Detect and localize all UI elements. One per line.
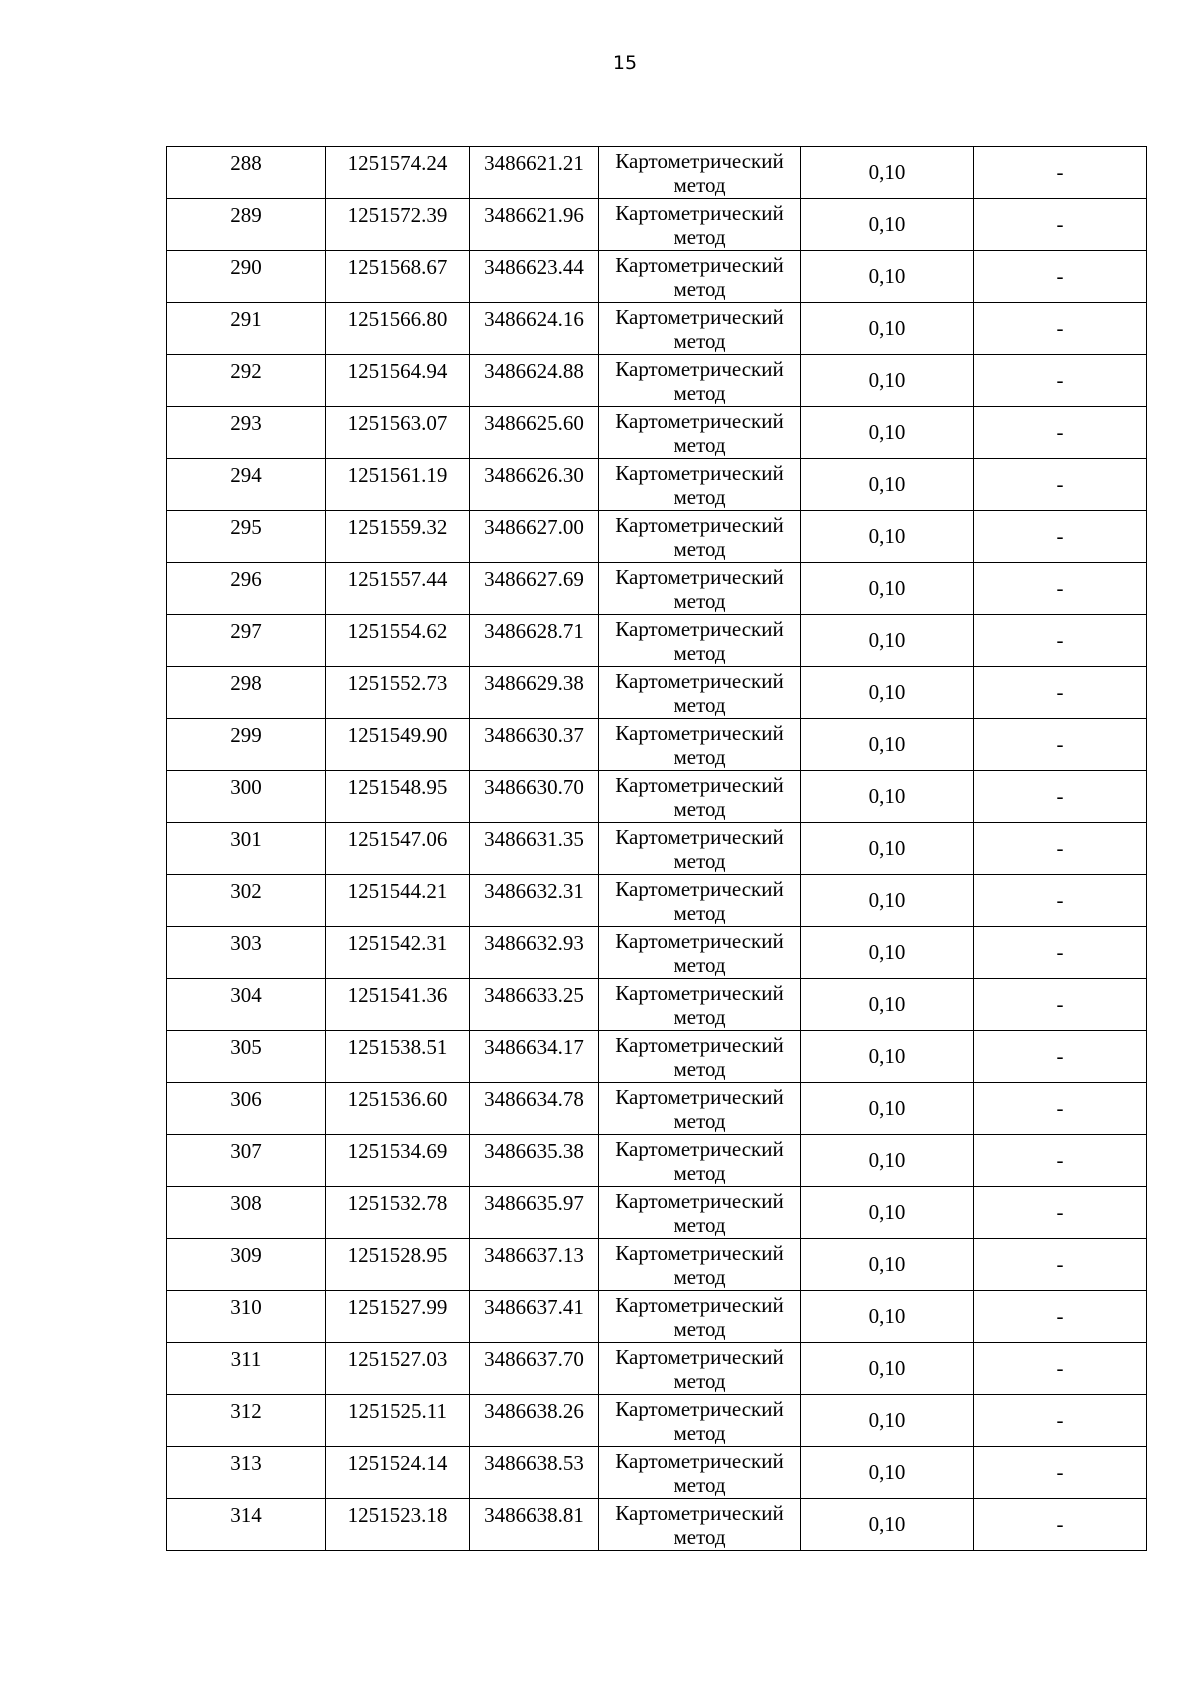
note-cell: - bbox=[974, 979, 1147, 1031]
method-cell bbox=[599, 563, 801, 615]
method-line1: Картометрический bbox=[615, 201, 784, 225]
point-number-cell: 291 bbox=[167, 303, 326, 355]
method-cell bbox=[599, 771, 801, 823]
y-coordinate-cell: 3486631.35 bbox=[470, 823, 599, 875]
method-cell bbox=[599, 979, 801, 1031]
method-cell bbox=[599, 251, 801, 303]
method-line2: метод bbox=[673, 485, 726, 509]
table-row bbox=[167, 563, 1147, 615]
precision-cell: 0,10 bbox=[801, 303, 974, 355]
y-coordinate-cell: 3486621.96 bbox=[470, 199, 599, 251]
note-cell: - bbox=[974, 1187, 1147, 1239]
method-line2: метод bbox=[673, 1109, 726, 1133]
method-cell bbox=[599, 199, 801, 251]
method-cell bbox=[599, 1499, 801, 1551]
method-line1: Картометрический bbox=[615, 357, 784, 381]
x-coordinate-cell: 1251561.19 bbox=[326, 459, 470, 511]
table-row bbox=[167, 719, 1147, 771]
note-cell: - bbox=[974, 355, 1147, 407]
y-coordinate-cell: 3486630.70 bbox=[470, 771, 599, 823]
x-coordinate-cell: 1251532.78 bbox=[326, 1187, 470, 1239]
method-line2: метод bbox=[673, 1525, 726, 1549]
x-coordinate-cell: 1251572.39 bbox=[326, 199, 470, 251]
x-coordinate-cell: 1251559.32 bbox=[326, 511, 470, 563]
x-coordinate-cell: 1251527.03 bbox=[326, 1343, 470, 1395]
method-line1: Картометрический bbox=[615, 253, 784, 277]
note-cell: - bbox=[974, 667, 1147, 719]
method-cell bbox=[599, 1135, 801, 1187]
method-cell bbox=[599, 1031, 801, 1083]
method-cell bbox=[599, 667, 801, 719]
method-line2: метод bbox=[673, 381, 726, 405]
table-row bbox=[167, 1135, 1147, 1187]
method-line1: Картометрический bbox=[615, 825, 784, 849]
precision-cell: 0,10 bbox=[801, 823, 974, 875]
point-number-cell: 301 bbox=[167, 823, 326, 875]
point-number-cell: 300 bbox=[167, 771, 326, 823]
y-coordinate-cell: 3486621.21 bbox=[470, 147, 599, 199]
precision-cell: 0,10 bbox=[801, 251, 974, 303]
note-cell: - bbox=[974, 823, 1147, 875]
x-coordinate-cell: 1251552.73 bbox=[326, 667, 470, 719]
y-coordinate-cell: 3486624.88 bbox=[470, 355, 599, 407]
y-coordinate-cell: 3486627.00 bbox=[470, 511, 599, 563]
y-coordinate-cell: 3486624.16 bbox=[470, 303, 599, 355]
method-line1: Картометрический bbox=[615, 773, 784, 797]
y-coordinate-cell: 3486627.69 bbox=[470, 563, 599, 615]
x-coordinate-cell: 1251525.11 bbox=[326, 1395, 470, 1447]
precision-cell: 0,10 bbox=[801, 615, 974, 667]
note-cell: - bbox=[974, 303, 1147, 355]
x-coordinate-cell: 1251527.99 bbox=[326, 1291, 470, 1343]
note-cell: - bbox=[974, 1343, 1147, 1395]
method-cell bbox=[599, 615, 801, 667]
method-line2: метод bbox=[673, 277, 726, 301]
note-cell: - bbox=[974, 199, 1147, 251]
method-line2: метод bbox=[673, 693, 726, 717]
method-line2: метод bbox=[673, 901, 726, 925]
y-coordinate-cell: 3486629.38 bbox=[470, 667, 599, 719]
method-line2: метод bbox=[673, 745, 726, 769]
y-coordinate-cell: 3486635.38 bbox=[470, 1135, 599, 1187]
method-line2: метод bbox=[673, 1213, 726, 1237]
y-coordinate-cell: 3486630.37 bbox=[470, 719, 599, 771]
coordinates-table-body bbox=[167, 147, 1147, 1551]
method-cell bbox=[599, 511, 801, 563]
precision-cell: 0,10 bbox=[801, 459, 974, 511]
table-row bbox=[167, 1499, 1147, 1551]
point-number-cell: 302 bbox=[167, 875, 326, 927]
method-line1: Картометрический bbox=[615, 1397, 784, 1421]
y-coordinate-cell: 3486637.70 bbox=[470, 1343, 599, 1395]
y-coordinate-cell: 3486634.17 bbox=[470, 1031, 599, 1083]
point-number-cell: 306 bbox=[167, 1083, 326, 1135]
method-line1: Картометрический bbox=[615, 305, 784, 329]
method-line1: Картометрический bbox=[615, 513, 784, 537]
table-row bbox=[167, 1395, 1147, 1447]
method-line2: метод bbox=[673, 173, 726, 197]
method-line2: метод bbox=[673, 1265, 726, 1289]
method-line1: Картометрический bbox=[615, 565, 784, 589]
table-row bbox=[167, 771, 1147, 823]
note-cell: - bbox=[974, 1031, 1147, 1083]
precision-cell: 0,10 bbox=[801, 1447, 974, 1499]
y-coordinate-cell: 3486634.78 bbox=[470, 1083, 599, 1135]
method-line2: метод bbox=[673, 1057, 726, 1081]
method-line1: Картометрический bbox=[615, 1137, 784, 1161]
method-line2: метод bbox=[673, 953, 726, 977]
y-coordinate-cell: 3486632.31 bbox=[470, 875, 599, 927]
point-number-cell: 311 bbox=[167, 1343, 326, 1395]
y-coordinate-cell: 3486625.60 bbox=[470, 407, 599, 459]
y-coordinate-cell: 3486637.13 bbox=[470, 1239, 599, 1291]
method-line2: метод bbox=[673, 1161, 726, 1185]
method-line1: Картометрический bbox=[615, 981, 784, 1005]
y-coordinate-cell: 3486628.71 bbox=[470, 615, 599, 667]
table-row bbox=[167, 1031, 1147, 1083]
precision-cell: 0,10 bbox=[801, 667, 974, 719]
y-coordinate-cell: 3486638.53 bbox=[470, 1447, 599, 1499]
note-cell: - bbox=[974, 771, 1147, 823]
table-row bbox=[167, 1239, 1147, 1291]
table-row bbox=[167, 615, 1147, 667]
x-coordinate-cell: 1251557.44 bbox=[326, 563, 470, 615]
x-coordinate-cell: 1251542.31 bbox=[326, 927, 470, 979]
x-coordinate-cell: 1251549.90 bbox=[326, 719, 470, 771]
x-coordinate-cell: 1251544.21 bbox=[326, 875, 470, 927]
x-coordinate-cell: 1251524.14 bbox=[326, 1447, 470, 1499]
method-line2: метод bbox=[673, 1473, 726, 1497]
method-line1: Картометрический bbox=[615, 1085, 784, 1109]
note-cell: - bbox=[974, 1083, 1147, 1135]
table-row bbox=[167, 147, 1147, 199]
point-number-cell: 293 bbox=[167, 407, 326, 459]
point-number-cell: 314 bbox=[167, 1499, 326, 1551]
method-line1: Картометрический bbox=[615, 669, 784, 693]
point-number-cell: 310 bbox=[167, 1291, 326, 1343]
precision-cell: 0,10 bbox=[801, 875, 974, 927]
x-coordinate-cell: 1251547.06 bbox=[326, 823, 470, 875]
y-coordinate-cell: 3486623.44 bbox=[470, 251, 599, 303]
note-cell: - bbox=[974, 407, 1147, 459]
point-number-cell: 292 bbox=[167, 355, 326, 407]
note-cell: - bbox=[974, 1499, 1147, 1551]
method-line2: метод bbox=[673, 1369, 726, 1393]
y-coordinate-cell: 3486632.93 bbox=[470, 927, 599, 979]
method-line2: метод bbox=[673, 329, 726, 353]
precision-cell: 0,10 bbox=[801, 199, 974, 251]
table-row bbox=[167, 251, 1147, 303]
precision-cell: 0,10 bbox=[801, 771, 974, 823]
method-cell bbox=[599, 1395, 801, 1447]
method-line1: Картометрический bbox=[615, 409, 784, 433]
point-number-cell: 299 bbox=[167, 719, 326, 771]
x-coordinate-cell: 1251574.24 bbox=[326, 147, 470, 199]
table-row bbox=[167, 1291, 1147, 1343]
method-cell bbox=[599, 719, 801, 771]
table-row bbox=[167, 303, 1147, 355]
method-line2: метод bbox=[673, 641, 726, 665]
method-line1: Картометрический bbox=[615, 929, 784, 953]
x-coordinate-cell: 1251563.07 bbox=[326, 407, 470, 459]
table-row bbox=[167, 1083, 1147, 1135]
y-coordinate-cell: 3486626.30 bbox=[470, 459, 599, 511]
precision-cell: 0,10 bbox=[801, 1187, 974, 1239]
point-number-cell: 296 bbox=[167, 563, 326, 615]
method-line1: Картометрический bbox=[615, 1033, 784, 1057]
point-number-cell: 313 bbox=[167, 1447, 326, 1499]
precision-cell: 0,10 bbox=[801, 719, 974, 771]
point-number-cell: 308 bbox=[167, 1187, 326, 1239]
note-cell: - bbox=[974, 511, 1147, 563]
method-line1: Картометрический bbox=[615, 1345, 784, 1369]
point-number-cell: 295 bbox=[167, 511, 326, 563]
method-line2: метод bbox=[673, 849, 726, 873]
table-row bbox=[167, 979, 1147, 1031]
x-coordinate-cell: 1251564.94 bbox=[326, 355, 470, 407]
point-number-cell: 298 bbox=[167, 667, 326, 719]
precision-cell: 0,10 bbox=[801, 511, 974, 563]
page-number: 15 bbox=[612, 52, 638, 74]
method-cell bbox=[599, 407, 801, 459]
precision-cell: 0,10 bbox=[801, 147, 974, 199]
y-coordinate-cell: 3486638.26 bbox=[470, 1395, 599, 1447]
method-line2: метод bbox=[673, 1005, 726, 1029]
method-line2: метод bbox=[673, 225, 726, 249]
method-line1: Картометрический bbox=[615, 617, 784, 641]
table-row bbox=[167, 1343, 1147, 1395]
method-line2: метод bbox=[673, 1421, 726, 1445]
method-cell bbox=[599, 1343, 801, 1395]
x-coordinate-cell: 1251536.60 bbox=[326, 1083, 470, 1135]
x-coordinate-cell: 1251554.62 bbox=[326, 615, 470, 667]
method-line1: Картометрический bbox=[615, 877, 784, 901]
method-cell bbox=[599, 147, 801, 199]
method-line2: метод bbox=[673, 433, 726, 457]
table-row bbox=[167, 1187, 1147, 1239]
point-number-cell: 304 bbox=[167, 979, 326, 1031]
method-cell bbox=[599, 927, 801, 979]
table-row bbox=[167, 459, 1147, 511]
method-line1: Картометрический bbox=[615, 1501, 784, 1525]
point-number-cell: 288 bbox=[167, 147, 326, 199]
x-coordinate-cell: 1251566.80 bbox=[326, 303, 470, 355]
precision-cell: 0,10 bbox=[801, 1239, 974, 1291]
table-row bbox=[167, 823, 1147, 875]
note-cell: - bbox=[974, 459, 1147, 511]
method-cell bbox=[599, 355, 801, 407]
method-cell bbox=[599, 1447, 801, 1499]
x-coordinate-cell: 1251568.67 bbox=[326, 251, 470, 303]
note-cell: - bbox=[974, 251, 1147, 303]
x-coordinate-cell: 1251534.69 bbox=[326, 1135, 470, 1187]
note-cell: - bbox=[974, 875, 1147, 927]
note-cell: - bbox=[974, 1447, 1147, 1499]
table-row bbox=[167, 1447, 1147, 1499]
table-row bbox=[167, 355, 1147, 407]
x-coordinate-cell: 1251523.18 bbox=[326, 1499, 470, 1551]
note-cell: - bbox=[974, 1239, 1147, 1291]
method-cell bbox=[599, 459, 801, 511]
method-line2: метод bbox=[673, 1317, 726, 1341]
note-cell: - bbox=[974, 563, 1147, 615]
y-coordinate-cell: 3486637.41 bbox=[470, 1291, 599, 1343]
note-cell: - bbox=[974, 147, 1147, 199]
note-cell: - bbox=[974, 615, 1147, 667]
note-cell: - bbox=[974, 1291, 1147, 1343]
precision-cell: 0,10 bbox=[801, 1343, 974, 1395]
method-cell bbox=[599, 1239, 801, 1291]
point-number-cell: 307 bbox=[167, 1135, 326, 1187]
method-line1: Картометрический bbox=[615, 149, 784, 173]
precision-cell: 0,10 bbox=[801, 563, 974, 615]
precision-cell: 0,10 bbox=[801, 1135, 974, 1187]
table-row bbox=[167, 407, 1147, 459]
x-coordinate-cell: 1251548.95 bbox=[326, 771, 470, 823]
table-row bbox=[167, 875, 1147, 927]
x-coordinate-cell: 1251541.36 bbox=[326, 979, 470, 1031]
precision-cell: 0,10 bbox=[801, 1499, 974, 1551]
precision-cell: 0,10 bbox=[801, 407, 974, 459]
method-cell bbox=[599, 303, 801, 355]
method-line1: Картометрический bbox=[615, 1241, 784, 1265]
method-cell bbox=[599, 1187, 801, 1239]
method-line2: метод bbox=[673, 797, 726, 821]
precision-cell: 0,10 bbox=[801, 1031, 974, 1083]
note-cell: - bbox=[974, 1135, 1147, 1187]
precision-cell: 0,10 bbox=[801, 1083, 974, 1135]
method-cell bbox=[599, 1083, 801, 1135]
table-row bbox=[167, 511, 1147, 563]
point-number-cell: 305 bbox=[167, 1031, 326, 1083]
note-cell: - bbox=[974, 719, 1147, 771]
method-line1: Картометрический bbox=[615, 721, 784, 745]
table-row bbox=[167, 199, 1147, 251]
precision-cell: 0,10 bbox=[801, 979, 974, 1031]
note-cell: - bbox=[974, 927, 1147, 979]
x-coordinate-cell: 1251538.51 bbox=[326, 1031, 470, 1083]
precision-cell: 0,10 bbox=[801, 1291, 974, 1343]
method-line2: метод bbox=[673, 589, 726, 613]
precision-cell: 0,10 bbox=[801, 1395, 974, 1447]
method-cell bbox=[599, 1291, 801, 1343]
x-coordinate-cell: 1251528.95 bbox=[326, 1239, 470, 1291]
y-coordinate-cell: 3486638.81 bbox=[470, 1499, 599, 1551]
coordinates-table bbox=[166, 146, 1147, 1551]
point-number-cell: 294 bbox=[167, 459, 326, 511]
method-line2: метод bbox=[673, 537, 726, 561]
method-line1: Картометрический bbox=[615, 1293, 784, 1317]
precision-cell: 0,10 bbox=[801, 927, 974, 979]
y-coordinate-cell: 3486635.97 bbox=[470, 1187, 599, 1239]
point-number-cell: 303 bbox=[167, 927, 326, 979]
y-coordinate-cell: 3486633.25 bbox=[470, 979, 599, 1031]
table-row bbox=[167, 927, 1147, 979]
method-cell bbox=[599, 823, 801, 875]
point-number-cell: 289 bbox=[167, 199, 326, 251]
point-number-cell: 312 bbox=[167, 1395, 326, 1447]
method-line1: Картометрический bbox=[615, 1189, 784, 1213]
point-number-cell: 309 bbox=[167, 1239, 326, 1291]
precision-cell: 0,10 bbox=[801, 355, 974, 407]
point-number-cell: 297 bbox=[167, 615, 326, 667]
method-cell bbox=[599, 875, 801, 927]
table-row bbox=[167, 667, 1147, 719]
point-number-cell: 290 bbox=[167, 251, 326, 303]
method-line1: Картометрический bbox=[615, 461, 784, 485]
note-cell: - bbox=[974, 1395, 1147, 1447]
method-line1: Картометрический bbox=[615, 1449, 784, 1473]
